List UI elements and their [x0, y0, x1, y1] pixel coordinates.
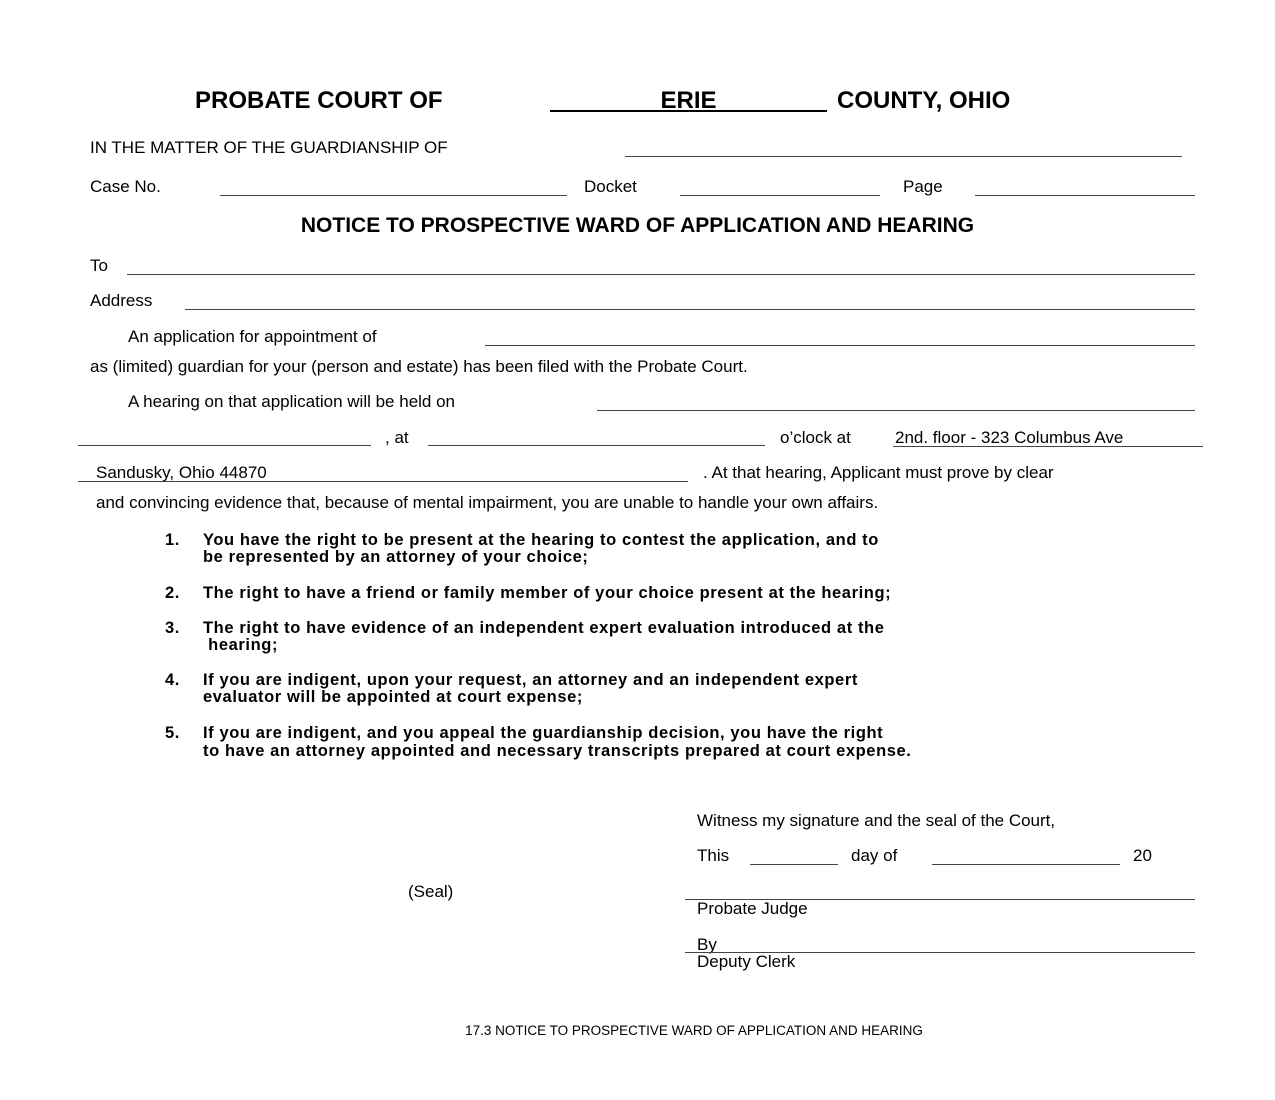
location-line2: Sandusky, Ohio 44870: [96, 463, 267, 482]
day-of-label: day of: [851, 846, 898, 865]
right-text: You have the right to be present at the hearing to contest the application, and to: [203, 531, 879, 549]
guardian-text: as (limited) guardian for your (person and estate) has been filed with the Probate Court.: [90, 357, 748, 376]
evidence-text: and convincing evidence that, because of mental impairment, you are unable to handle your own affairs.: [96, 493, 879, 512]
matter-label: IN THE MATTER OF THE GUARDIANSHIP OF: [90, 138, 448, 157]
right-text: The right to have a friend or family member of your choice present at the hearing;: [203, 584, 892, 602]
judge-label: Probate Judge: [697, 899, 808, 918]
month-field[interactable]: [932, 864, 1120, 865]
right-number: 2.: [165, 584, 180, 602]
oclock-text: o’clock at: [780, 428, 851, 447]
day-field[interactable]: [750, 864, 838, 865]
clerk-label: Deputy Clerk: [697, 952, 796, 971]
by-label: By: [697, 935, 717, 954]
form-footer: 17.3 NOTICE TO PROSPECTIVE WARD OF APPLICATION AND HEARING: [465, 1023, 923, 1038]
court-prefix: PROBATE COURT OF: [195, 87, 443, 114]
right-number: 3.: [165, 619, 180, 637]
county-value: ERIE: [660, 87, 717, 114]
right-number: 1.: [165, 531, 180, 549]
case-no-field[interactable]: [220, 195, 567, 196]
location-line1: 2nd. floor - 323 Columbus Ave: [895, 428, 1124, 447]
form-title: NOTICE TO PROSPECTIVE WARD OF APPLICATION AND HEARING: [300, 214, 975, 237]
docket-field[interactable]: [680, 195, 880, 196]
right-text: evaluator will be appointed at court expense;: [203, 688, 583, 706]
application-text: An application for appointment of: [128, 327, 377, 346]
right-number: 5.: [165, 724, 180, 742]
at-text: , at: [385, 428, 409, 447]
page-field[interactable]: [975, 195, 1195, 196]
to-field[interactable]: [127, 274, 1195, 275]
hearing-date-cont-field[interactable]: [78, 445, 371, 446]
docket-label: Docket: [584, 177, 637, 196]
ward-name-field[interactable]: [625, 156, 1182, 157]
right-text: hearing;: [203, 636, 279, 654]
applicant-field[interactable]: [485, 345, 1195, 346]
page-label: Page: [903, 177, 943, 196]
witness-text: Witness my signature and the seal of the Court,: [697, 811, 1056, 830]
address-field[interactable]: [185, 309, 1195, 310]
address-label: Address: [90, 291, 153, 310]
prove-text: . At that hearing, Applicant must prove by clear: [703, 463, 1054, 482]
case-no-label: Case No.: [90, 177, 161, 196]
right-text: If you are indigent, and you appeal the guardianship decision, you have the right: [203, 724, 884, 742]
hearing-date-field[interactable]: [597, 410, 1195, 411]
right-text: to have an attorney appointed and necessary transcripts prepared at court expense.: [203, 742, 912, 760]
right-text: be represented by an attorney of your choice;: [203, 548, 589, 566]
court-suffix: COUNTY, OHIO: [837, 87, 1011, 114]
hearing-time-field[interactable]: [428, 445, 765, 446]
seal-label: (Seal): [408, 882, 454, 901]
right-text: If you are indigent, upon your request, an attorney and an independent expert: [203, 671, 858, 689]
to-label: To: [90, 256, 108, 275]
this-label: This: [697, 846, 730, 865]
hearing-text: A hearing on that application will be held on: [128, 392, 456, 411]
right-number: 4.: [165, 671, 180, 689]
year-prefix: 20: [1133, 846, 1152, 865]
right-text: The right to have evidence of an independent expert evaluation introduced at the: [203, 619, 885, 637]
